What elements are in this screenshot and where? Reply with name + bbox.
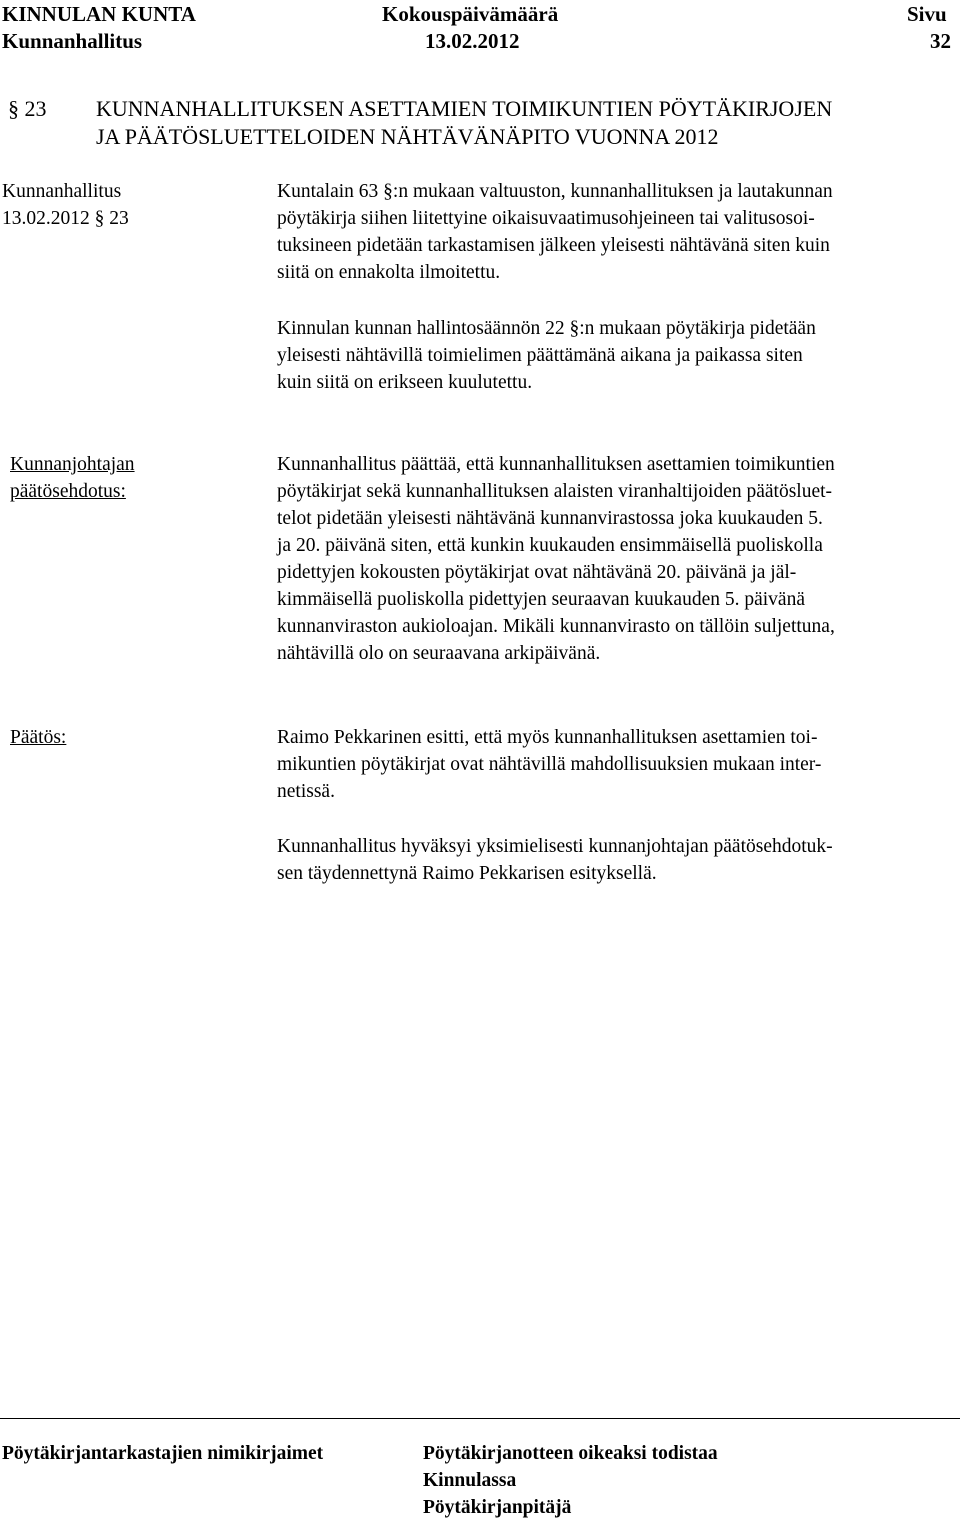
section-number: § 23 bbox=[8, 96, 47, 121]
meeting-date: 13.02.2012 bbox=[425, 29, 520, 53]
text-line: Kunnanhallitus päättää, että kunnanhallituksen asettamien toimikuntien bbox=[277, 454, 835, 475]
text-line: mikuntien pöytäkirjat ovat nähtävillä mahdollisuuksien mukaan inter- bbox=[277, 754, 822, 775]
page-number: 32 bbox=[930, 29, 951, 53]
decision-paragraph-1 bbox=[277, 724, 957, 805]
text-line: telot pidetään yleisesti nähtävänä kunnanvirastossa joka kuukauden 5. bbox=[277, 508, 823, 529]
text-line: nähtävillä olo on seuraavana arkipäivänä. bbox=[277, 643, 601, 664]
text-line: netissä. bbox=[277, 781, 335, 802]
proposal-label-line-2: päätösehdotus: bbox=[10, 481, 126, 502]
page-label: Sivu bbox=[907, 2, 947, 26]
org-name: KINNULAN KUNTA bbox=[2, 2, 196, 26]
text-line: pöytäkirjat sekä kunnanhallituksen alaisten viranhaltijoiden päätösluet- bbox=[277, 481, 833, 502]
proposal-text bbox=[277, 451, 957, 667]
text-line: Raimo Pekkarinen esitti, että myös kunnanhallituksen asettamien toi- bbox=[277, 727, 818, 748]
text-line: kuin siitä on erikseen kuulutettu. bbox=[277, 372, 533, 393]
intro-paragraph-1 bbox=[277, 178, 957, 286]
text-line: ja 20. päivänä siten, että kunkin kuukauden ensimmäisellä puoliskolla bbox=[277, 535, 823, 556]
footer-place: Kinnulassa bbox=[423, 1470, 517, 1491]
text-line: pidettyjen kokousten pöytäkirjat ovat nähtävänä 20. päivänä ja jäl- bbox=[277, 562, 797, 583]
text-line: pöytäkirja siihen liitettyine oikaisuvaatimusohjeineen tai valitusosoi- bbox=[277, 208, 815, 229]
text-line: Kinnulan kunnan hallintosäännön 22 §:n mukaan pöytäkirja pidetään bbox=[277, 318, 816, 339]
proposal-label-line-1: Kunnanjohtajan bbox=[10, 454, 135, 475]
footer-certify: Pöytäkirjanotteen oikeaksi todistaa bbox=[423, 1443, 718, 1464]
text-line: kimmäisellä puoliskolla pidettyjen seuraavan kuukauden 5. päivänä bbox=[277, 589, 805, 610]
footer-divider bbox=[0, 1418, 960, 1419]
footer-keeper: Pöytäkirjanpitäjä bbox=[423, 1497, 572, 1518]
footer-inspectors: Pöytäkirjantarkastajien nimikirjaimet bbox=[2, 1443, 324, 1464]
ref-date-section: 13.02.2012 § 23 bbox=[2, 208, 129, 229]
decision-label: Päätös: bbox=[10, 727, 67, 748]
decision-paragraph-2 bbox=[277, 833, 957, 887]
text-line: sen täydennettynä Raimo Pekkarisen esityksellä. bbox=[277, 863, 657, 884]
header-body: Kunnanhallitus bbox=[2, 29, 143, 53]
ref-body: Kunnanhallitus bbox=[2, 181, 122, 202]
item-title-line-1: KUNNANHALLITUKSEN ASETTAMIEN TOIMIKUNTIEN PÖYTÄKIRJOJEN bbox=[96, 96, 833, 121]
text-line: yleisesti nähtävillä toimielimen päättämänä aikana ja paikassa siten bbox=[277, 345, 803, 366]
text-line: kunnanviraston aukioloajan. Mikäli kunnanvirasto on tällöin suljettuna, bbox=[277, 616, 835, 637]
intro-paragraph-2 bbox=[277, 315, 957, 396]
text-line: tuksineen pidetään tarkastamisen jälkeen yleisesti nähtävänä siten kuin bbox=[277, 235, 830, 256]
text-line: Kuntalain 63 §:n mukaan valtuuston, kunnanhallituksen ja lautakunnan bbox=[277, 181, 833, 202]
date-label: Kokouspäivämäärä bbox=[382, 2, 559, 26]
text-line: Kunnanhallitus hyväksyi yksimielisesti kunnanjohtajan päätösehdotuk- bbox=[277, 836, 833, 857]
text-line: siitä on ennakolta ilmoitettu. bbox=[277, 262, 501, 283]
item-title-line-2: JA PÄÄTÖSLUETTELOIDEN NÄHTÄVÄNÄPITO VUONNA 2012 bbox=[96, 124, 719, 149]
